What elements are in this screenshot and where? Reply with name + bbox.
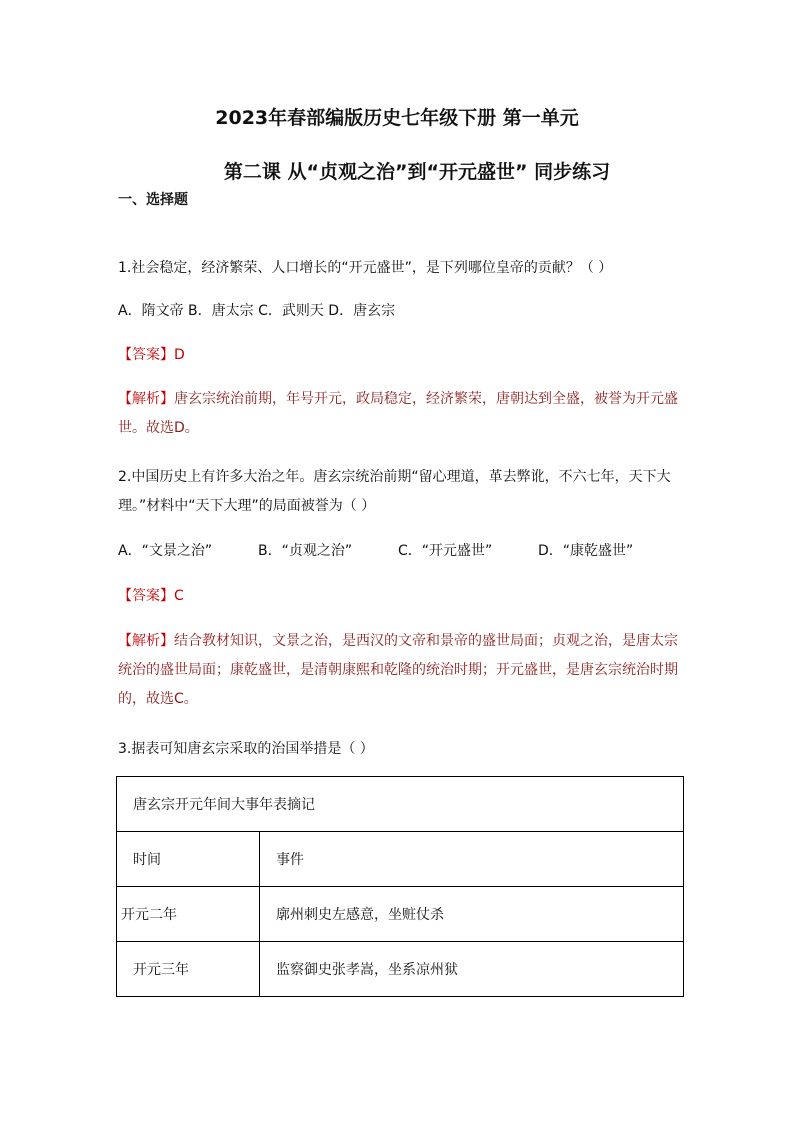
table-cell-time: 开元二年 [117, 887, 260, 942]
question-1-options: A．隋文帝 B．唐太宗 C．武则天 D．唐玄宗 [118, 303, 396, 319]
doc-title-line1: 2023年春部编版历史七年级下册 第一单元 [215, 107, 579, 129]
analysis-text: 唐玄宗统治前期，年号开元，政局稳定，经济繁荣，唐朝达到全盛，被誉为开元盛世。故选D。 [118, 391, 678, 436]
answer-label: 【答案】 [118, 347, 174, 363]
option-b: B．“贞观之治” [258, 543, 353, 559]
analysis-label: 【解析】 [118, 391, 174, 407]
table-cell-event: 廓州刺史左感意，坐赃仗杀 [260, 887, 684, 942]
question-2-answer [118, 582, 688, 611]
question-2-stem: 2.中国历史上有许多大治之年。唐玄宗统治前期“留心理道，革去弊讹，不六七年，天下大理。”材料中“天下大理”的局面被誉为（ ） [118, 469, 671, 514]
answer-label: 【答案】 [118, 588, 174, 604]
table-header-event: 事件 [260, 832, 684, 887]
table-cell-event: 监察御史张孝嵩，坐系凉州狱 [260, 942, 684, 997]
answer-value: D [174, 347, 185, 363]
table-header-time: 时间 [117, 832, 260, 887]
table-cell-time: 开元三年 [117, 942, 260, 997]
question-2-analysis [118, 627, 688, 714]
question-2-options [118, 537, 688, 566]
option-c: C．“开元盛世” [398, 543, 493, 559]
option-d: D．“康乾盛世” [538, 543, 634, 559]
events-table [116, 776, 684, 997]
question-1-stem: 1.社会稳定，经济繁荣、人口增长的“开元盛世”，是下列哪位皇帝的贡献？（ ） [118, 260, 613, 276]
question-3-stem: 3.据表可知唐玄宗采取的治国举措是（ ） [118, 741, 374, 757]
option-a: A．“文景之治” [118, 543, 213, 559]
table-row [117, 942, 684, 997]
question-1-answer [118, 341, 688, 370]
analysis-label: 【解析】 [118, 633, 174, 649]
section-heading: 一、选择题 [118, 192, 188, 208]
analysis-text: 结合教材知识，文景之治，是西汉的文帝和景帝的盛世局面；贞观之治，是唐太宗统治的盛世局面；康乾盛世，是清朝康熙和乾隆的统治时期；开元盛世，是唐玄宗统治时期的，故选C。 [118, 633, 678, 707]
question-1-analysis [118, 385, 688, 443]
table-caption: 唐玄宗开元年间大事年表摘记 [117, 777, 684, 832]
doc-title-line2: 第二课 从“贞观之治”到“开元盛世” 同步练习 [223, 161, 611, 183]
answer-value: C [174, 588, 184, 604]
table-row [117, 887, 684, 942]
